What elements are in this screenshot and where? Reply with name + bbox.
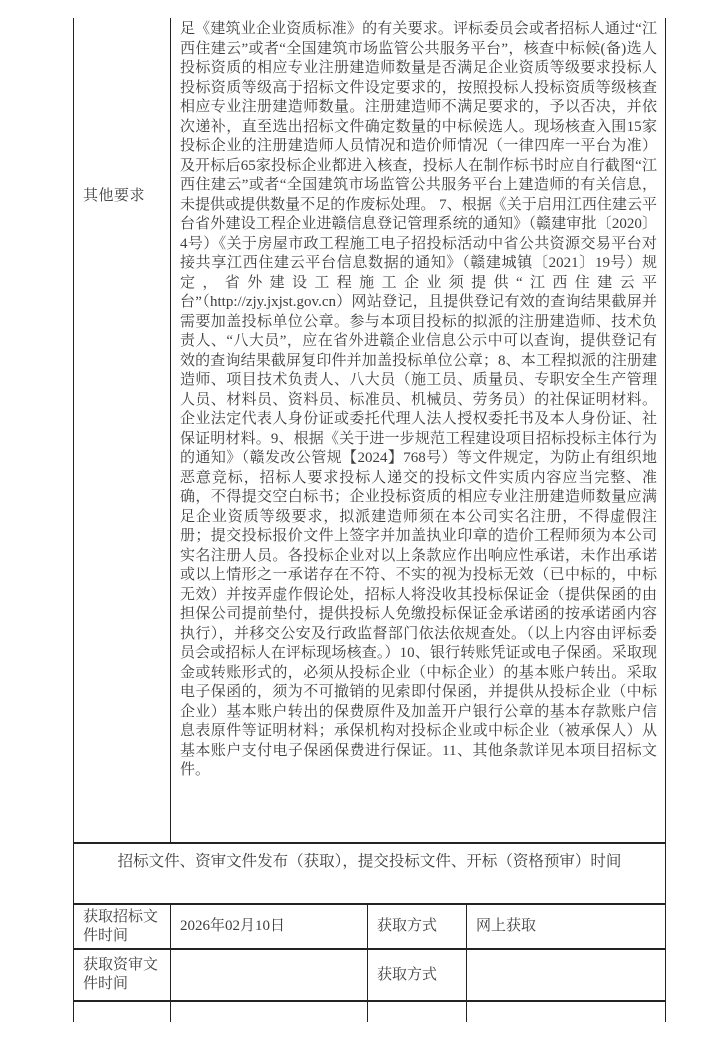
obtain-prequalification-doc-row [73,950,666,1002]
other-requirements-row [73,18,666,844]
other-requirements-content: 足《建筑业企业资质标准》的有关要求。评标委员会或者招标人通过“江西住建云”或者“全国建筑市场监管公共服务平台”，核查中标候(备)选人投标资质的相应专业注册建造师数量是否满足企业资质等级要求投标人投标资质等级高于招标文件设定要求的，按照投标人投标资质等级核查相应专业注册建造师数量。注册建造师不满足要求的，予以否决，并依次递补，直至选出招标文件确定数量的中标候选人。现场核查入围15家投标企业的注册建造师人员情况和造价师情况（一律四库一平台为准）及开标后65家投标企业都进入核查，投标人在制作标书时应自行截图“江西住建云”或者“全国建筑市场监管公共服务平台上建造师的有关信息，未提供或提供数量不足的作废标处理。 7、根据《关于启用江西住建云平台省外建设工程企业进赣信息登记管理系统的通知》（赣建审批〔2020〕4号）《关于房屋市政工程施工电子招投标活动中省公共资源交易平台对接共享江西住建云平台信息数据的通知》（赣建城镇〔2021〕19号）规定，省外建设工程施工企业须提供“江西住建云平台”（http://zjy.jxjst.gov.cn）网站登记，且提供登记有效的查询结果截屏并需要加盖投标单位公章。参与本项目投标的拟派的注册建造师、技术负责人、“八大员”，应在省外进赣企业信息公示中可以查询，提供登记有效的查询结果截屏复印件并加盖投标单位公章；8、本工程拟派的注册建造师、项目技术负责人、八大员（施工员、质量员、专职安全生产管理人员、材料员、资料员、标准员、机械员、劳务员）的社保证明材料。企业法定代表人身份证或委托代理人法人授权委托书及本人身份证、社保证明材料。9、根据《关于进一步规范工程建设项目招标投标主体行为的通知》（赣发改公管规【2024】768号）等文件规定，为防止有组织地恶意竞标，招标人要求投标人递交的投标文件实质内容应当完整、准确，不得提交空白标书；企业投标资质的相应专业注册建造师数量应满足企业资质等级要求，拟派建造师须在本公司实名注册，不得虚假注册；提交投标报价文件上签字并加盖执业印章的造价工程师须为本公司实名注册人员。各投标企业对以上条款应作出响应性承诺，未作出承诺或以上情形之一承诺存在不符、不实的视为投标无效（已中标的，中标无效）并按弄虚作假论处，招标人将没收其投标保证金（提供保函的由担保公司提前垫付，提供投标人免缴投标保证金承诺函的按承诺函内容执行），并移交公安及行政监督部门依法依规查处。（以上内容由评标委员会或招标人在评标现场核查。）10、银行转账凭证或电子保函。采取现金或转账形式的，必须从投标企业（中标企业）的基本账户转出。采取电子保函的，须为不可撤销的见索即付保函，并提供从投标企业（中标企业）基本账户转出的保费原件及加盖开户银行公章的基本存款账户信息表原件等证明材料；承保机构对投标企业或中标企业（被承保人）从基本账户支付电子保函保费进行保证。11、其他条款详见本项目招标文件。 [171,18,666,842]
other-requirements-label-cell [73,18,171,842]
empty-cell-2 [171,1002,368,1022]
empty-cell-3 [368,1002,467,1022]
obtain-method-label [368,905,467,948]
obtain-method-label-text: 获取方式 [377,918,438,934]
empty-partial-row [73,1002,666,1022]
prequalification-obtain-method-label [368,950,467,1000]
obtain-prequalification-doc-time-label [73,950,171,1000]
prequalification-obtain-method-label-text: 获取方式 [377,966,438,983]
section-header-row [73,844,666,905]
empty-cell-1 [73,1002,171,1022]
other-requirements-label: 其他要求 [83,188,146,204]
obtain-tender-doc-time-value [171,905,368,948]
obtain-tender-doc-time-label-text: 获取招标文件时间 [83,908,159,944]
empty-cell-4 [467,1002,666,1022]
section-header: 招标文件、资审文件发布（获取），提交投标文件、开标（资格预审）时间 [73,844,666,903]
obtain-tender-doc-time-label [73,905,171,948]
obtain-tender-doc-row [73,905,666,950]
obtain-method-value [467,905,666,948]
tender-info-table [73,18,666,1022]
obtain-tender-doc-date: 2026年02月10日 [180,918,286,934]
prequalification-obtain-method-value [467,950,666,1000]
obtain-prequalification-doc-time-label-text: 获取资审文件时间 [83,957,159,992]
obtain-method-value-text: 网上获取 [476,918,537,934]
obtain-prequalification-doc-time-value [171,950,368,1000]
